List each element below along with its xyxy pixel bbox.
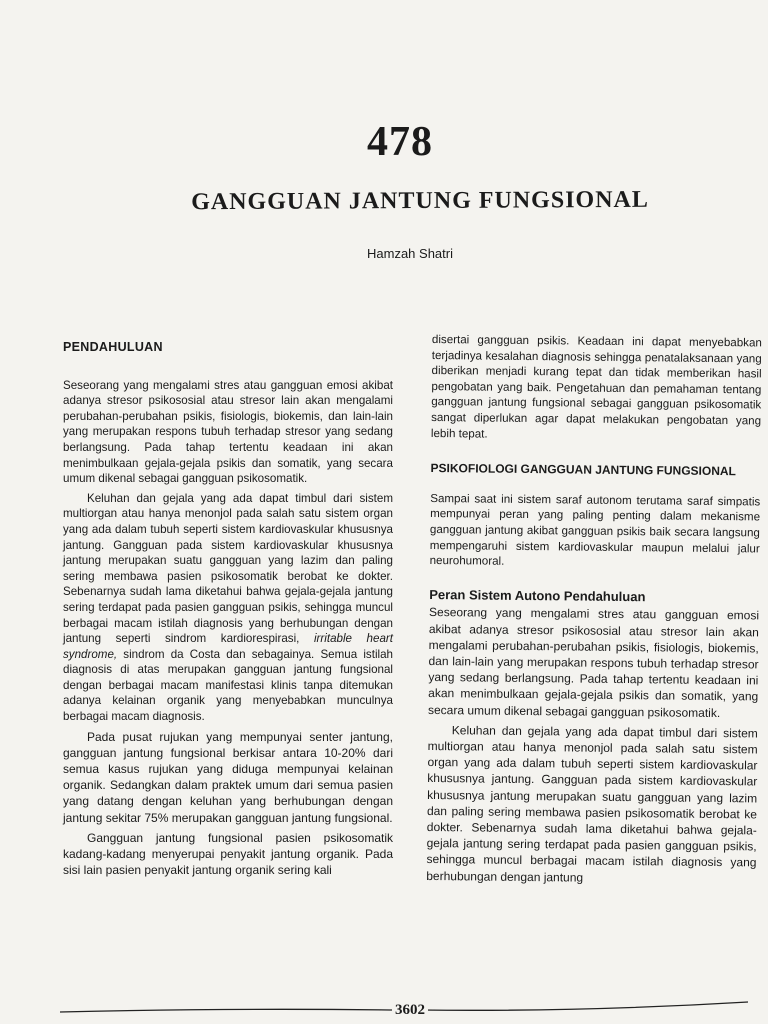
subsection-heading: Peran Sistem Autono Pendahuluan [429,586,646,604]
right-paragraph-4: Keluhan dan gejala yang ada dapat timbul dari sistem multiorgan atau hanya menonjol pada salah satu sistem organ yang ada dalam tubuh seperti sistem kardiovaskular khususnya jantung. Gangguan pada sistem kardiovaskular khususnya jantung merupakan suatu gangguan yang lazim dan paling sering membawa pasien psikosomatik berobat ke dokter. Sebenarnya sudah lama diketahui bahwa gejala-gejala jantung sering terdapat pada pasien gangguan psikis, sehingga muncul berbagai macam istilah diagnosis yang berhubungan dengan jantung [426,722,758,885]
left-paragraph-2-italic: irritable heart syndrome, [63,632,393,661]
left-paragraph-1: Seseorang yang mengalami stres atau gangguan emosi akibat adanya stresor psikososial atau stresor lain akan mengalami perubahan-perubahan psikis, fisiologis, biokemis, dan lain-lain yang merupakan respons tubuh terhadap stresor yang sedang berlangsung. Pada tahap tertentu keadaan ini akan menimbulkaan gejala-gejala psikis dan somatik, yang secara umum dikenal sebagai gangguan psikosomatik. [63,378,393,486]
right-paragraph-2: Sampai saat ini sistem saraf autonom terutama saraf simpatis mempunyai peran yang paling penting dalam mekanisme gangguan jantung akibat gangguan psikis baik secara langsung mempengaruhi sistem kardiovaskular maupun melalui jalur neurohumoral. [429,491,761,568]
section-heading-psikofiologi: PSIKOFIOLOGI GANGGUAN JANTUNG FUNGSIONAL [430,461,736,479]
right-column [426,332,762,887]
page-number: 3602 [392,1002,428,1019]
chapter-number: 478 [367,119,433,165]
right-paragraph-3: Seseorang yang mengalami stres atau gangguan emosi akibat adanya stresor psikososial atau stresor lain akan mengalami perubahan-perubahan psikis, fisiologis, biokemis, dan lain-lain yang merupakan respons tubuh terhadap stresor yang sedang berlangsung. Pada tahap tertentu keadaan ini akan menimbulkaan gejala-gejala psikis dan somatik, yang secara umum dikenal sebagai gangguan psikosomatik. [427,605,760,720]
left-column [63,340,393,878]
left-paragraph-2-part-a: Keluhan dan gejala yang ada dapat timbul dari sistem multiorgan atau hanya menonjol pada salah satu sistem organ yang ada dalam tubuh seperti sistem kardiovaskular khususnya jantung. Gangguan pada sistem kardiovaskular khususnya jantung merupakan suatu gangguan yang lazim dan paling sering membawa pasien psikosomatik berobat ke dokter. Sebenarnya sudah lama diketahui bahwa gejala-gejala jantung sering terdapat pada pasien gangguan psikis, sehingga muncul berbagai macam istilah diagnosis yang berhubungan dengan jantung seperti sindrom kardiorespirasi, [63,491,393,646]
author-name: Hamzah Shatri [367,246,453,261]
left-paragraph-4: Gangguan jantung fungsional pasien psikosomatik kadang-kadang menyerupai penyakit jantung organik. Pada sisi lain pasien penyakit jantung organik sering kali [63,830,393,878]
left-paragraph-2-part-b: sindrom da Costa dan sebagainya. Semua istilah diagnosis di atas merupakan gangguan jantung fungsional dengan berbagai macam manifestasi klinis tanpa ditemukan adanya kelainan organik yang menyebabkan munculnya berbagai macam diagnosis. [63,647,393,724]
left-paragraph-3: Pada pusat rujukan yang mempunyai senter jantung, gangguan jantung fungsional berkisar antara 10-20% dari semua kasus rujukan yang diduga mempunyai kelainan organik. Sedangkan dalam praktek umum dari semua pasien yang datang dengan keluhan yang berhubungan dengan jantung sekitar 75% merupakan gangguan jantung fungsional. [63,729,393,825]
section-heading-pendahuluan: PENDAHULUAN [63,340,163,354]
right-paragraph-1: disertai gangguan psikis. Keadaan ini dapat menyebabkan terjadinya kesalahan diagnosis sehingga penatalaksanaan yang diberikan menjadi kurang tepat dan tidak memberikan hasil pengobatan yang baik. Pengetahuan dan pemahaman tentang gangguan jantung fungsional sebagai gangguan psikosomatik sangat diperlukan agar dapat melakukan pengobatan yang lebih tepat. [430,332,762,441]
chapter-title: GANGGUAN JANTUNG FUNGSIONAL [191,186,649,216]
left-paragraph-2 [63,491,393,725]
